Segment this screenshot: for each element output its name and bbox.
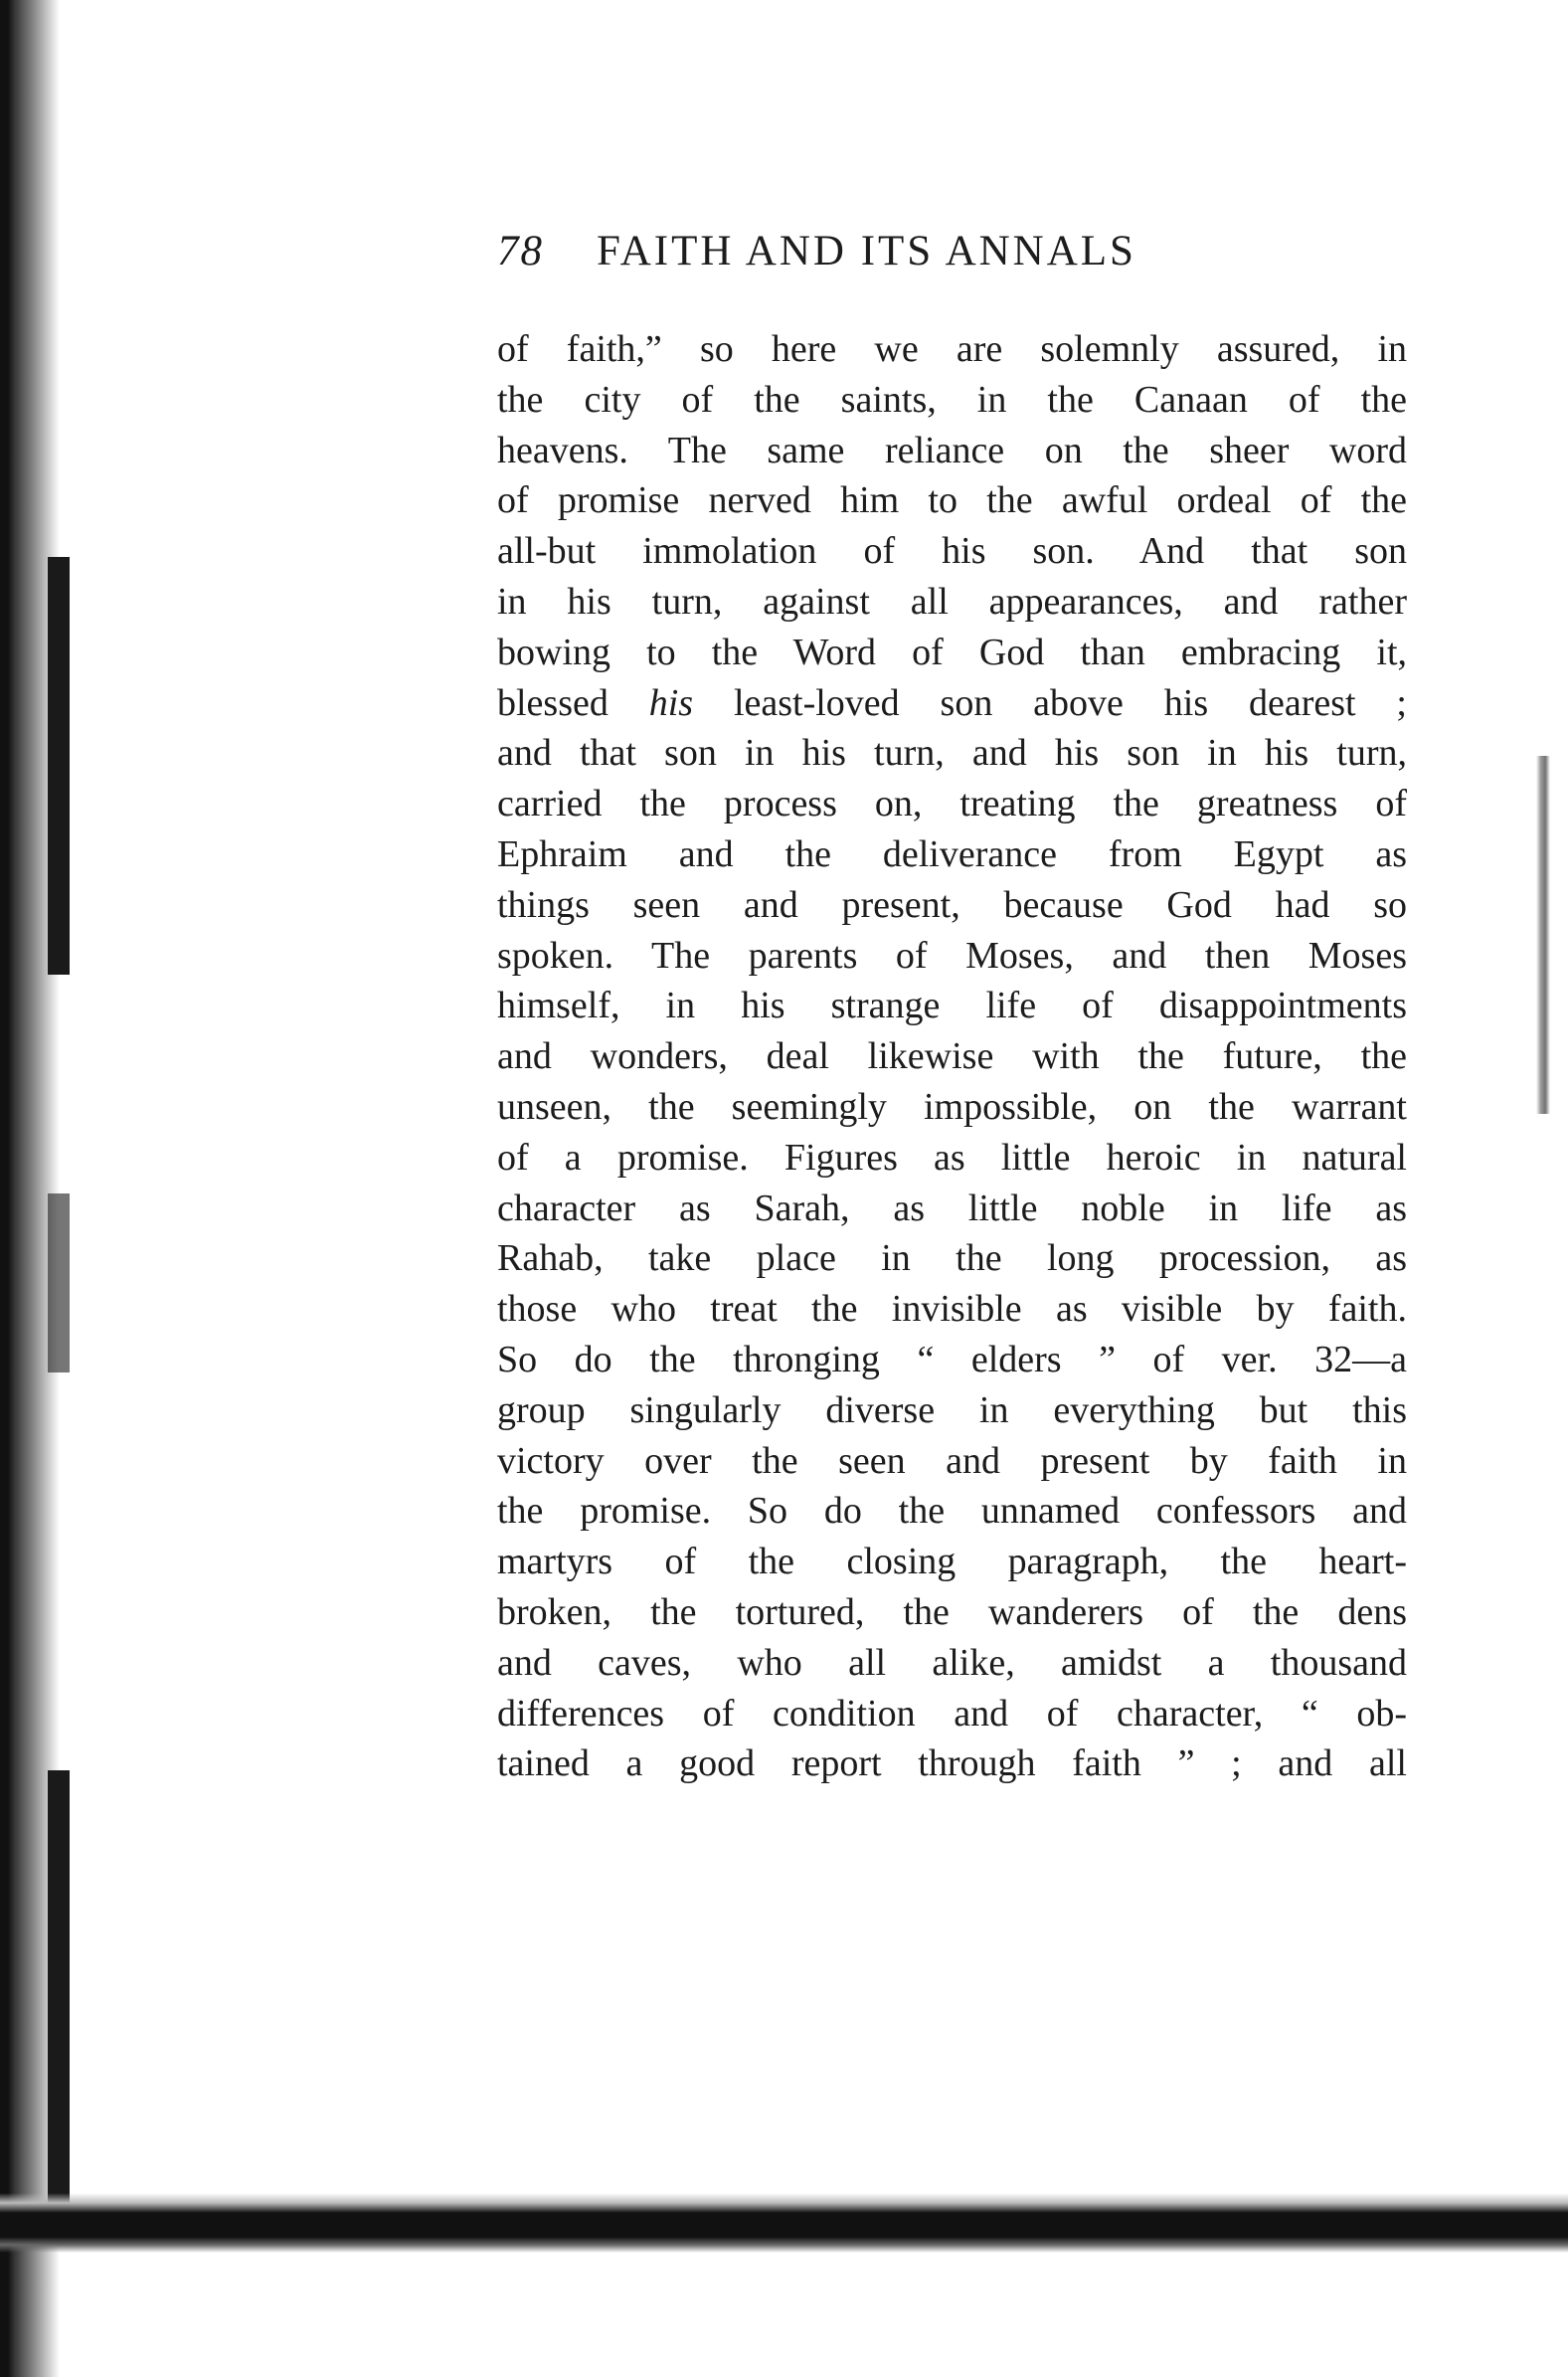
text-line: and wonders, deal likewise with the future, the	[497, 1035, 1407, 1078]
text-line: all-but immolation of his son. And that son	[497, 530, 1407, 573]
running-title: FAITH AND ITS ANNALS	[597, 228, 1136, 274]
text-line: the promise. So do the unnamed confessors and	[497, 1490, 1407, 1533]
text-line: of promise nerved him to the awful ordeal of the	[497, 479, 1407, 522]
text-segment: blessed	[497, 681, 649, 724]
text-line: of a promise. Figures as little heroic in natural	[497, 1136, 1407, 1179]
text-line: the city of the saints, in the Canaan of the	[497, 378, 1407, 421]
text-line: tained a good report through faith ” ; and all	[497, 1742, 1407, 1785]
text-line: victory over the seen and present by faith in	[497, 1439, 1407, 1482]
body-text	[497, 324, 1407, 1789]
text-line: group singularly diverse in everything but this	[497, 1388, 1407, 1431]
text-line: himself, in his strange life of disappointments	[497, 985, 1407, 1027]
text-line: and that son in his turn, and his son in his turn,	[497, 732, 1407, 775]
italic-word: his	[648, 681, 694, 724]
text-line: So do the thronging “ elders ” of ver. 32—a	[497, 1338, 1407, 1380]
text-segment: least-loved son above his dearest ;	[693, 681, 1407, 724]
text-line: unseen, the seemingly impossible, on the warrant	[497, 1085, 1407, 1128]
text-line: differences of condition and of character, “ ob-	[497, 1692, 1407, 1735]
text-line: things seen and present, because God had so	[497, 883, 1407, 926]
text-line: spoken. The parents of Moses, and then Moses	[497, 934, 1407, 977]
text-line: broken, the tortured, the wanderers of the dens	[497, 1590, 1407, 1633]
text-line: Ephraim and the deliverance from Egypt as	[497, 832, 1407, 875]
text-line: martyrs of the closing paragraph, the heart-	[497, 1541, 1407, 1583]
scan-streak	[48, 557, 70, 975]
text-line: and caves, who all alike, amidst a thousand	[497, 1641, 1407, 1684]
scan-streak	[48, 1193, 70, 1372]
text-line: carried the process on, treating the greatness of	[497, 783, 1407, 825]
page-header	[497, 227, 1273, 286]
text-line-mixed	[497, 678, 1407, 729]
text-line: character as Sarah, as little noble in life as	[497, 1187, 1407, 1229]
text-line: of faith,” so here we are solemnly assured, in	[497, 328, 1407, 370]
text-line: heavens. The same reliance on the sheer word	[497, 429, 1407, 471]
scan-streak	[48, 1770, 70, 2228]
scan-mark-right	[1536, 756, 1550, 1114]
page-number: 78	[497, 228, 544, 274]
text-line: those who treat the invisible as visible by faith.	[497, 1288, 1407, 1331]
text-line: bowing to the Word of God than embracing it,	[497, 631, 1407, 673]
text-line: in his turn, against all appearances, and rather	[497, 580, 1407, 623]
text-line: Rahab, take place in the long procession, as	[497, 1237, 1407, 1280]
scan-edge-bottom	[0, 2193, 1568, 2253]
